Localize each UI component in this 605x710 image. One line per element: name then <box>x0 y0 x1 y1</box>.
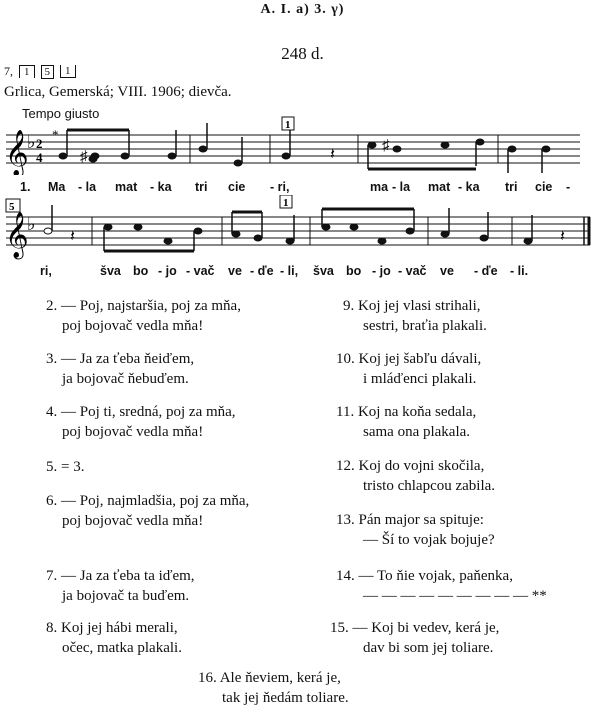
verse-line: Koj na koňa sedala, <box>357 404 477 420</box>
lyric-syllable: cie <box>228 180 246 194</box>
verse-line: Ale ňeviem, kerá je, <box>219 670 341 686</box>
flat-key-signature: ♭ <box>27 132 36 152</box>
verse-line: — Ja za ťeba ta iďem, <box>61 568 195 584</box>
section-mark: 5 <box>9 201 15 213</box>
source-line: Grlica, Gemerská; VIII. 1906; dievča. <box>4 84 232 100</box>
verse-5 <box>46 457 84 477</box>
lyric-number: 1. <box>20 180 31 194</box>
lyric-syllable: - vač <box>186 264 215 278</box>
lyric-syllable: - la <box>392 180 411 194</box>
verse-line: tak jej ňedám toliare. <box>222 690 349 706</box>
time-signature-bottom: 4 <box>36 150 43 165</box>
verse-line: — Ší to vojak bojuje? <box>363 532 495 548</box>
song-number: 248 d. <box>281 44 324 63</box>
lyric-syllable: - ri, <box>270 180 290 194</box>
verse-number: 9. <box>343 298 355 314</box>
flat-key-signature: ♭ <box>27 214 36 234</box>
verse-3 <box>46 349 194 389</box>
boxed-number: 5 <box>41 65 55 79</box>
verse-line: — Koj bi vedev, kerá je, <box>352 620 500 636</box>
lyric-syllable: - <box>566 180 571 194</box>
verse-number: 15. <box>330 620 349 636</box>
verse-line: ja bojovač ňebuďem. <box>62 371 189 387</box>
rest: 𝄽 <box>560 228 565 245</box>
lyric-syllable: mat <box>428 180 451 194</box>
verse-6 <box>46 491 249 531</box>
notes <box>44 224 532 244</box>
verse-10 <box>336 349 481 389</box>
verse-line: Koj do vojni skočila, <box>358 458 485 474</box>
staff-lines <box>6 217 590 245</box>
verse-13 <box>336 510 495 550</box>
treble-clef: 𝄞 <box>5 130 29 175</box>
svg-text:♯: ♯ <box>382 138 390 154</box>
verse-line: očec, matka plakali. <box>62 640 182 656</box>
svg-text:♯: ♯ <box>80 149 88 165</box>
treble-clef: 𝄞 <box>5 212 29 257</box>
verse-number: 7. <box>46 568 58 584</box>
verse-9 <box>343 296 487 336</box>
verse-line: sama ona plakala. <box>363 424 471 440</box>
lyric-syllable: tri <box>195 180 208 194</box>
running-head: A. I. a) 3. γ) <box>260 2 345 17</box>
top-bracket-number: 1 <box>19 65 35 78</box>
music-staff-1 <box>0 115 605 175</box>
verse-12 <box>336 456 495 496</box>
lyric-syllable: - ďe <box>474 264 498 278</box>
verse-line: — Poj, najmladšia, poj za mňa, <box>61 493 250 509</box>
section-mark: 1 <box>283 197 289 209</box>
verse-line: Koj jej vlasi strihali, <box>358 298 481 314</box>
verse-number: 11. <box>336 404 355 420</box>
verse-line: dav bi som jej toliare. <box>363 640 494 656</box>
bottom-bracket-number: 1 <box>60 65 76 78</box>
verse-line: — Ja za ťeba ňeiďem, <box>61 351 195 367</box>
lyric-syllable: cie <box>535 180 553 194</box>
verse-line: tristo chlapcou zabila. <box>363 478 496 494</box>
verse-number: 8. <box>46 620 58 636</box>
music-staff-2 <box>0 195 605 260</box>
verse-line: — Poj, najstaršia, poj za mňa, <box>61 298 241 314</box>
verse-line: Koj jej hábi merali, <box>61 620 178 636</box>
verse-line: Pán major sa spituje: <box>358 512 484 528</box>
lyric-syllable: - ka <box>150 180 172 194</box>
verse-line: — — — — — — — — — ** <box>363 588 547 604</box>
verse-number: 13. <box>336 512 355 528</box>
verse-line: ja bojovač ta buďem. <box>62 588 190 604</box>
verse-15 <box>330 618 499 658</box>
time-signature-top: 2 <box>36 136 43 151</box>
verse-4 <box>46 402 236 442</box>
lyric-syllable: - la <box>78 180 97 194</box>
verse-line: i mláďenci plakali. <box>363 371 477 387</box>
verse-number: 10. <box>336 351 355 367</box>
beams-and-stems <box>67 123 542 173</box>
lyric-syllable: - li. <box>510 264 529 278</box>
verse-number: 4. <box>46 404 58 420</box>
classification-marks <box>4 64 76 79</box>
tempo-marking: Tempo giusto <box>22 106 100 121</box>
verse-number: 12. <box>336 458 355 474</box>
lyric-syllable: šva <box>100 264 121 278</box>
verse-number: 3. <box>46 351 58 367</box>
verse-7 <box>46 566 195 606</box>
verse-line: — To ňie vojak, paňenka, <box>358 568 513 584</box>
classification-prefix: 7, <box>4 64 13 78</box>
lyric-syllable: šva <box>313 264 334 278</box>
lyric-syllable: bo <box>346 264 362 278</box>
lyric-syllable: ve <box>228 264 242 278</box>
verse-number: 5. <box>46 459 58 475</box>
verse-number: 14. <box>336 568 355 584</box>
lyric-syllable: - ka <box>458 180 480 194</box>
verse-line: poj bojovač vedla mňa! <box>62 318 204 334</box>
verse-line: poj bojovač vedla mňa! <box>62 513 204 529</box>
verse-number: 6. <box>46 493 58 509</box>
lyric-syllable: - jo <box>158 264 177 278</box>
verse-line: = 3. <box>61 459 85 475</box>
verse-number: 16. <box>198 670 217 686</box>
verse-2 <box>46 296 241 336</box>
lyric-syllable: tri <box>505 180 518 194</box>
verse-11 <box>336 402 476 442</box>
verse-line: Koj jej šabľu dávali, <box>358 351 482 367</box>
rest: 𝄽 <box>70 228 75 245</box>
verse-14 <box>336 566 547 606</box>
lyric-syllable: - li, <box>280 264 299 278</box>
lyric-syllable: bo <box>133 264 149 278</box>
verse-line: sestri, braťia plakali. <box>363 318 487 334</box>
lyric-syllable: - vač <box>398 264 427 278</box>
lyric-syllable: - ďe <box>250 264 274 278</box>
verse-line: poj bojovač vedla mňa! <box>62 424 204 440</box>
verse-16 <box>198 668 349 708</box>
asterisk-mark: * <box>52 127 59 142</box>
lyric-syllable: Ma <box>48 180 66 194</box>
section-mark: 1 <box>285 119 291 131</box>
verse-line: — Poj ti, sredná, poj za mňa, <box>61 404 236 420</box>
lyric-syllable: mat <box>115 180 138 194</box>
lyric-syllable: ma <box>370 180 389 194</box>
lyric-syllable: ri, <box>40 264 52 278</box>
verse-number: 2. <box>46 298 58 314</box>
rest: 𝄽 <box>330 146 335 163</box>
lyric-syllable: ve <box>440 264 454 278</box>
verse-8 <box>46 618 182 658</box>
lyric-syllable: - jo <box>372 264 391 278</box>
